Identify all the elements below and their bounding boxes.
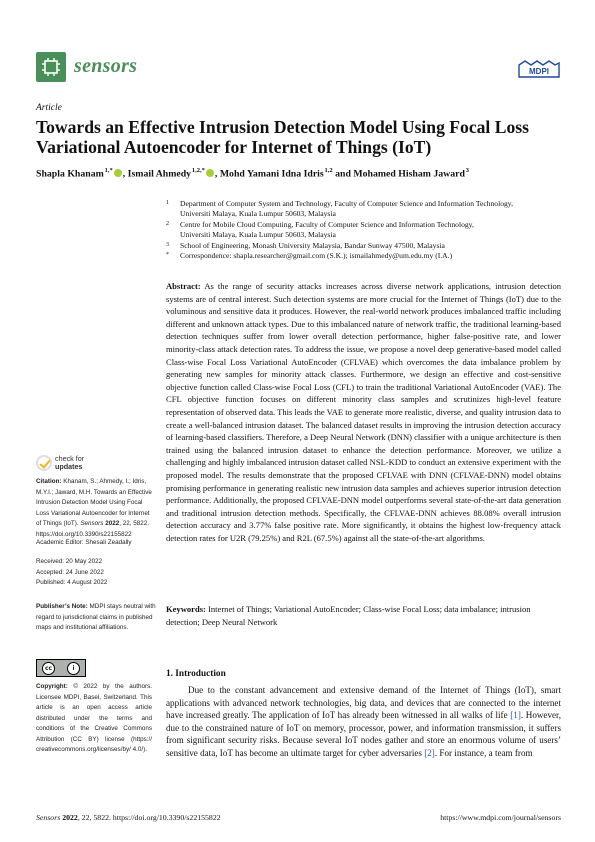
orcid-icon[interactable]: [114, 169, 122, 177]
introduction-paragraph: [166, 684, 561, 760]
affiliation-line: Universiti Malaya, Kuala Lumpur 50603, Malaysia: [180, 230, 336, 240]
orcid-icon[interactable]: [206, 169, 214, 177]
footer-journal: Sensors: [36, 813, 61, 822]
author-name[interactable]: Mohamed Hisham Jaward: [353, 168, 465, 180]
published-date: Published: 4 August 2022: [36, 579, 108, 586]
affiliation-item: [166, 241, 566, 251]
affiliation-line: School of Engineering, Monash University Malaysia, Bandar Sunway 47500, Malaysia: [180, 240, 445, 250]
affiliation-line: Department of Computer System and Technology, Faculty of Computer Science and Information Technology,: [180, 199, 513, 208]
affiliation-number: 3: [166, 241, 169, 248]
cc-icon: cc: [42, 662, 55, 675]
affiliation-number: 1: [166, 200, 169, 206]
intro-text: Due to the constant advancement and extensive demand of the Internet of Things (IoT), smart applications with advanced network technologies, big data, and devices that are connected to the internet have increased greatly. The application of IoT has already been witnessed in all walks of life: [166, 685, 561, 721]
keywords: [166, 603, 561, 628]
mdpi-logo-icon[interactable]: [517, 59, 561, 79]
author-affil: 1,2,*: [191, 167, 205, 174]
correspondence-line[interactable]: Correspondence: shapla.researcher@gmail.com (S.K.); ismailahmedy@um.edu.my (I.A.): [180, 251, 453, 261]
citation-block: [36, 477, 156, 540]
keywords-label: Keywords:: [166, 604, 206, 614]
author-name[interactable]: Mohd Yamani Idna Idris: [219, 168, 324, 180]
author-affil: 1,*: [104, 167, 113, 174]
affiliation-line: Universiti Malaya, Kuala Lumpur 50603, Malaysia: [180, 209, 336, 219]
affiliation-item: [166, 199, 566, 220]
citation-volume: , 22, 5822.: [119, 520, 149, 527]
by-icon: i: [67, 662, 80, 675]
copyright-text: © 2022 by the authors. Licensee MDPI, Basel, Switzerland. This article is an open access article distributed under the terms and conditions of the Creative Commons Attribution (CC BY) license (https:// creativecommons.org/licenses/by/ 4.0/).: [36, 683, 152, 753]
footer-journal-url[interactable]: https://www.mdpi.com/journal/sensors: [440, 813, 561, 822]
abstract-label: Abstract:: [166, 281, 201, 291]
author-name[interactable]: Shapla Khanam: [36, 168, 104, 180]
copyright-label: Copyright:: [36, 683, 68, 690]
citation-link[interactable]: [2]: [424, 747, 435, 758]
intro-text: . However, due to the constrained nature of IoT on memory, processor, power, and information transmission, it suffers from significant security risks. Because several IoT nodes gather and store an enormous volume of users’ sensitive data, IoT has become an ultimate target for cyber adversaries: [166, 710, 561, 758]
mdpi-logo-text: MDPI: [529, 67, 549, 76]
abstract: [166, 280, 561, 544]
paper-title: Towards an Effective Intrusion Detection Model Using Focal Loss Variational Autoencoder for Internet of Things (IoT): [36, 117, 529, 157]
affiliation-line: Centre for Mobile Cloud Computing, Faculty of Computer Science and Information Technology,: [180, 219, 474, 229]
affiliation-number: *: [166, 252, 169, 259]
check-updates-icon: [36, 455, 52, 471]
check-updates-line2: updates: [55, 462, 83, 471]
publisher-note-text: MDPI stays neutral with regard to jurisdictional claims in published maps and institutional affiliations.: [36, 603, 156, 631]
citation-link[interactable]: [1]: [510, 710, 521, 721]
affiliation-number: 2: [166, 220, 169, 227]
author-list: [36, 167, 561, 179]
check-updates-line1: check for: [55, 454, 85, 463]
journal-header: [36, 52, 561, 82]
cc-by-icon: [36, 659, 86, 677]
author-affil: 3: [465, 167, 470, 174]
citation-year: 2022: [105, 520, 120, 527]
footer-doi[interactable]: , 22, 5822. https://doi.org/10.3390/s22155822: [77, 813, 221, 822]
article-type: Article: [36, 103, 62, 113]
publication-dates: [36, 557, 156, 589]
correspondence: [166, 251, 566, 261]
footer-citation: [36, 813, 221, 822]
author-separator: and: [332, 168, 354, 180]
citation-journal: Sensors: [80, 520, 104, 527]
affiliation-item: [166, 220, 566, 241]
citation-doi-link[interactable]: https://doi.org/10.3390/s22155822: [36, 530, 132, 538]
publisher-note-label: Publisher’s Note:: [36, 603, 88, 610]
affiliations: [166, 199, 566, 261]
keywords-text: Internet of Things; Variational AutoEncoder; Class-wise Focal Loss; data imbalance; intrusion detection; Deep Neural Network: [166, 604, 531, 627]
section-heading: 1. Introduction: [166, 669, 226, 679]
received-date: Received: 20 May 2022: [36, 558, 103, 565]
citation-text: Khanam, S.; Ahmedy, I.; Idris, M.Y.I.; Jaward, M.H. Towards an Effective Intrusion Detection Model Using Focal Loss Variational Autoencoder for Internet of Things (IoT).: [36, 478, 152, 527]
author-separator: ,: [214, 168, 220, 180]
footer-year: 2022: [62, 813, 78, 822]
intro-text: . For instance, a team from: [434, 747, 533, 758]
author-separator: ,: [122, 168, 128, 180]
accepted-date: Accepted: 24 June 2022: [36, 568, 104, 576]
journal-logo-icon: [36, 52, 66, 82]
author-affil: 1,2: [324, 167, 333, 174]
journal-name[interactable]: sensors: [74, 55, 138, 77]
copyright-block: [36, 682, 152, 756]
author-name[interactable]: Ismail Ahmedy: [127, 168, 192, 180]
cc-by-license-badge[interactable]: [36, 659, 156, 677]
citation-label: Citation:: [36, 478, 62, 485]
abstract-text: As the range of security attacks increases across diverse network applications, intrusion detection systems are of central interest. Such detection systems are more crucial for the Internet of Things (IoT) due to the voluminous and sensitive data it produces. However, the real-world network produces imbalanced traffic including different and unknown attack types. Due to this imbalanced nature of network traffic, the traditional learning-based detection techniques suffer from lower overall detection performance, higher false-positive rate, and lower minority-class attack detection rates. To address the issue, we propose a novel deep generative-based model called Class-wise Focal Loss Variational AutoEncoder (CFLVAE) which overcomes the data imbalance problem by generating new samples for minority attack classes. Furthermore, we design an effective and cost-sensitive objective function called Class-wise Focal Loss (CFL) to train the traditional Variational AutoEncoder (VAE). The CFL objective function focuses on different minority class samples and scrutinizes high-level feature representation of observed data. This leads the VAE to generate more realistic, diverse, and quality intrusion data to create a well-balanced intrusion dataset. The balanced dataset results in improving the intrusion detection accuracy of learning-based classifiers. Therefore, a Deep Neural Network (DNN) classifier with a unique architecture is then trained using the balanced intrusion dataset to enhance the detection performance. Moreover, we utilize a challenging and highly imbalanced intrusion dataset called NSL-KDD to conduct an extensive experiment with the proposed model. The results demonstrate that the proposed CFLVAE with DNN (CFLVAE-DNN) model obtains promising performance in generating realistic new intrusion data samples and achieves superior intrusion detection performance. Additionally, the proposed CFLVAE-DNN model outperforms several state-of-the-art data generation and traditional intrusion detection methods. Specifically, the CFLVAE-DNN achieves 88.08% overall intrusion detection accuracy and 3.77% false positive rate. More significantly, it obtains the highest low-frequency attack detection rates for U2R (79.25%) and R2L (67.5%) against all the state-of-the-art algorithms.: [166, 281, 562, 543]
check-updates-label: [55, 455, 84, 471]
academic-editor: Academic Editor: Shesali Zeadally: [36, 539, 132, 546]
publisher-note: [36, 602, 156, 634]
